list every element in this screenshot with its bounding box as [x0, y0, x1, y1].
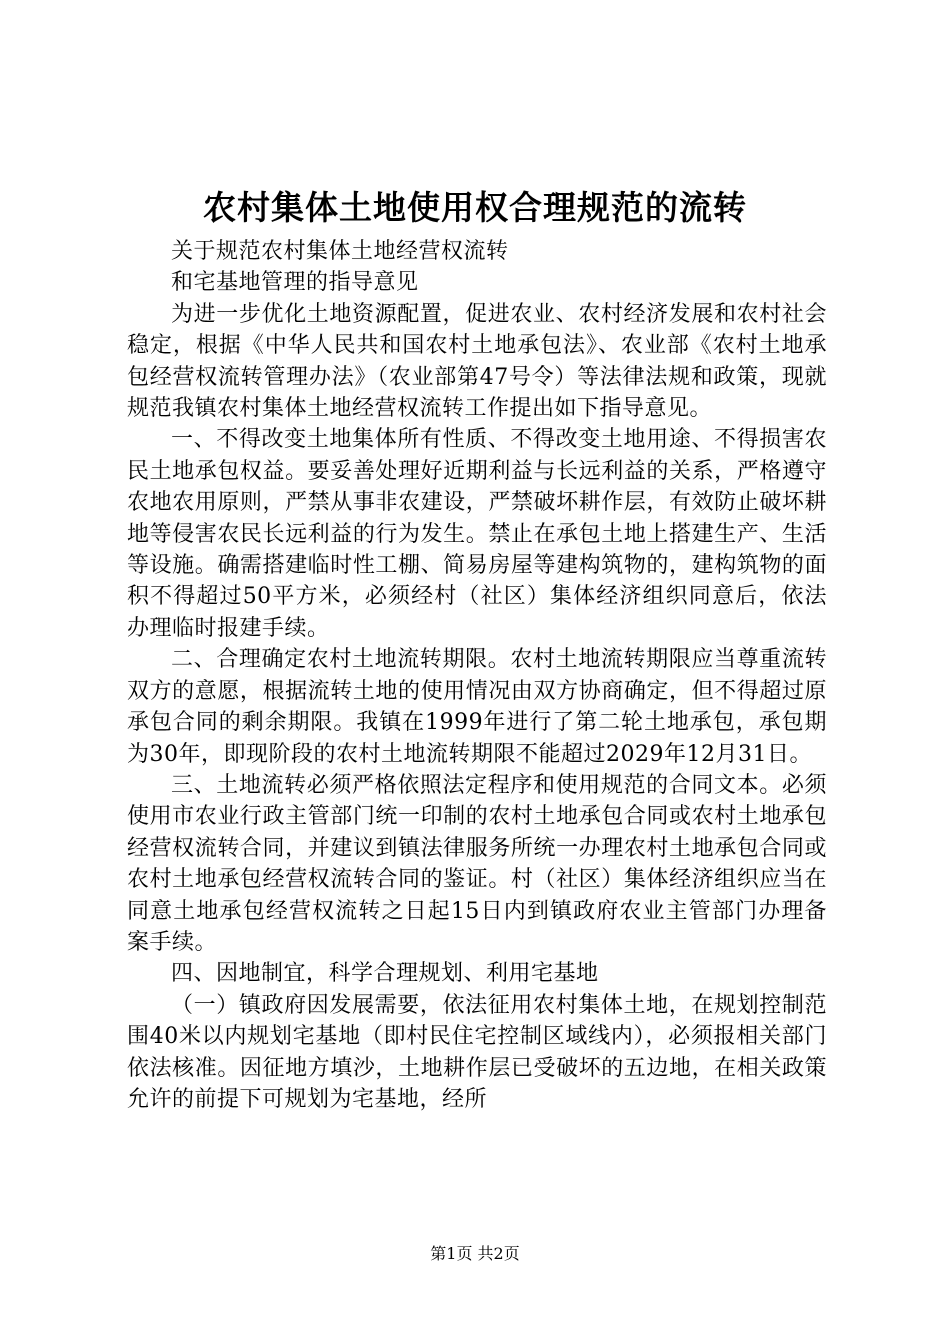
document-title: 农村集体土地使用权合理规范的流转: [203, 188, 747, 227]
body-paragraph: 二、合理确定农村土地流转期限。农村土地流转期限应当尊重流转双方的意愿，根据流转土地的使用情况由双方协商确定，但不得超过原承包合同的剩余期限。我镇在1999年进行了第二轮土地承包，承包期为30年，即现阶段的农村土地流转期限不能超过2029年12月31日。: [127, 647, 827, 767]
document-body: [127, 236, 827, 1115]
body-paragraph: 三、土地流转必须严格依照法定程序和使用规范的合同文本。必须使用市农业行政主管部门统一印制的农村土地承包合同或农村土地承包经营权流转合同，并建议到镇法律服务所统一办理农村土地承包合同或农村土地承包经营权流转合同的鉴证。村（社区）集体经济组织应当在同意土地承包经营权流转之日起15日内到镇政府农业主管部门办理备案手续。: [127, 772, 827, 955]
subtitle-line: 和宅基地管理的指导意见: [171, 270, 419, 296]
section-heading: 四、因地制宜，科学合理规划、利用宅基地: [171, 961, 599, 987]
body-paragraph: 一、不得改变土地集体所有性质、不得改变土地用途、不得损害农民土地承包权益。要妥善处理好近期利益与长远利益的关系，严格遵守农地农用原则，严禁从事非农建设，严禁破坏耕作层，有效防止破坏耕地等侵害农民长远利益的行为发生。禁止在承包土地上搭建生产、生活等设施。确需搭建临时性工棚、简易房屋等建构筑物的，建构筑物的面积不得超过50平方米，必须经村（社区）集体经济组织同意后，依法办理临时报建手续。: [127, 427, 827, 641]
body-paragraph: 为进一步优化土地资源配置，促进农业、农村经济发展和农村社会稳定，根据《中华人民共和国农村土地承包法》、农业部《农村土地承包经营权流转管理办法》（农业部第47号令）等法律法规和政策，现就规范我镇农村集体土地经营权流转工作提出如下指导意见。: [127, 301, 827, 422]
body-paragraph: （一）镇政府因发展需要，依法征用农村集体土地，在规划控制范围40米以内规划宅基地（即村民住宅控制区域线内），必须报相关部门依法核准。因征地方填沙，土地耕作层已受破坏的五边地，在相关政策允许的前提下可规划为宅基地，经所: [127, 992, 827, 1112]
subtitle-line: 关于规范农村集体土地经营权流转: [171, 239, 509, 264]
page-footer: 第1页 共2页: [430, 1244, 520, 1263]
